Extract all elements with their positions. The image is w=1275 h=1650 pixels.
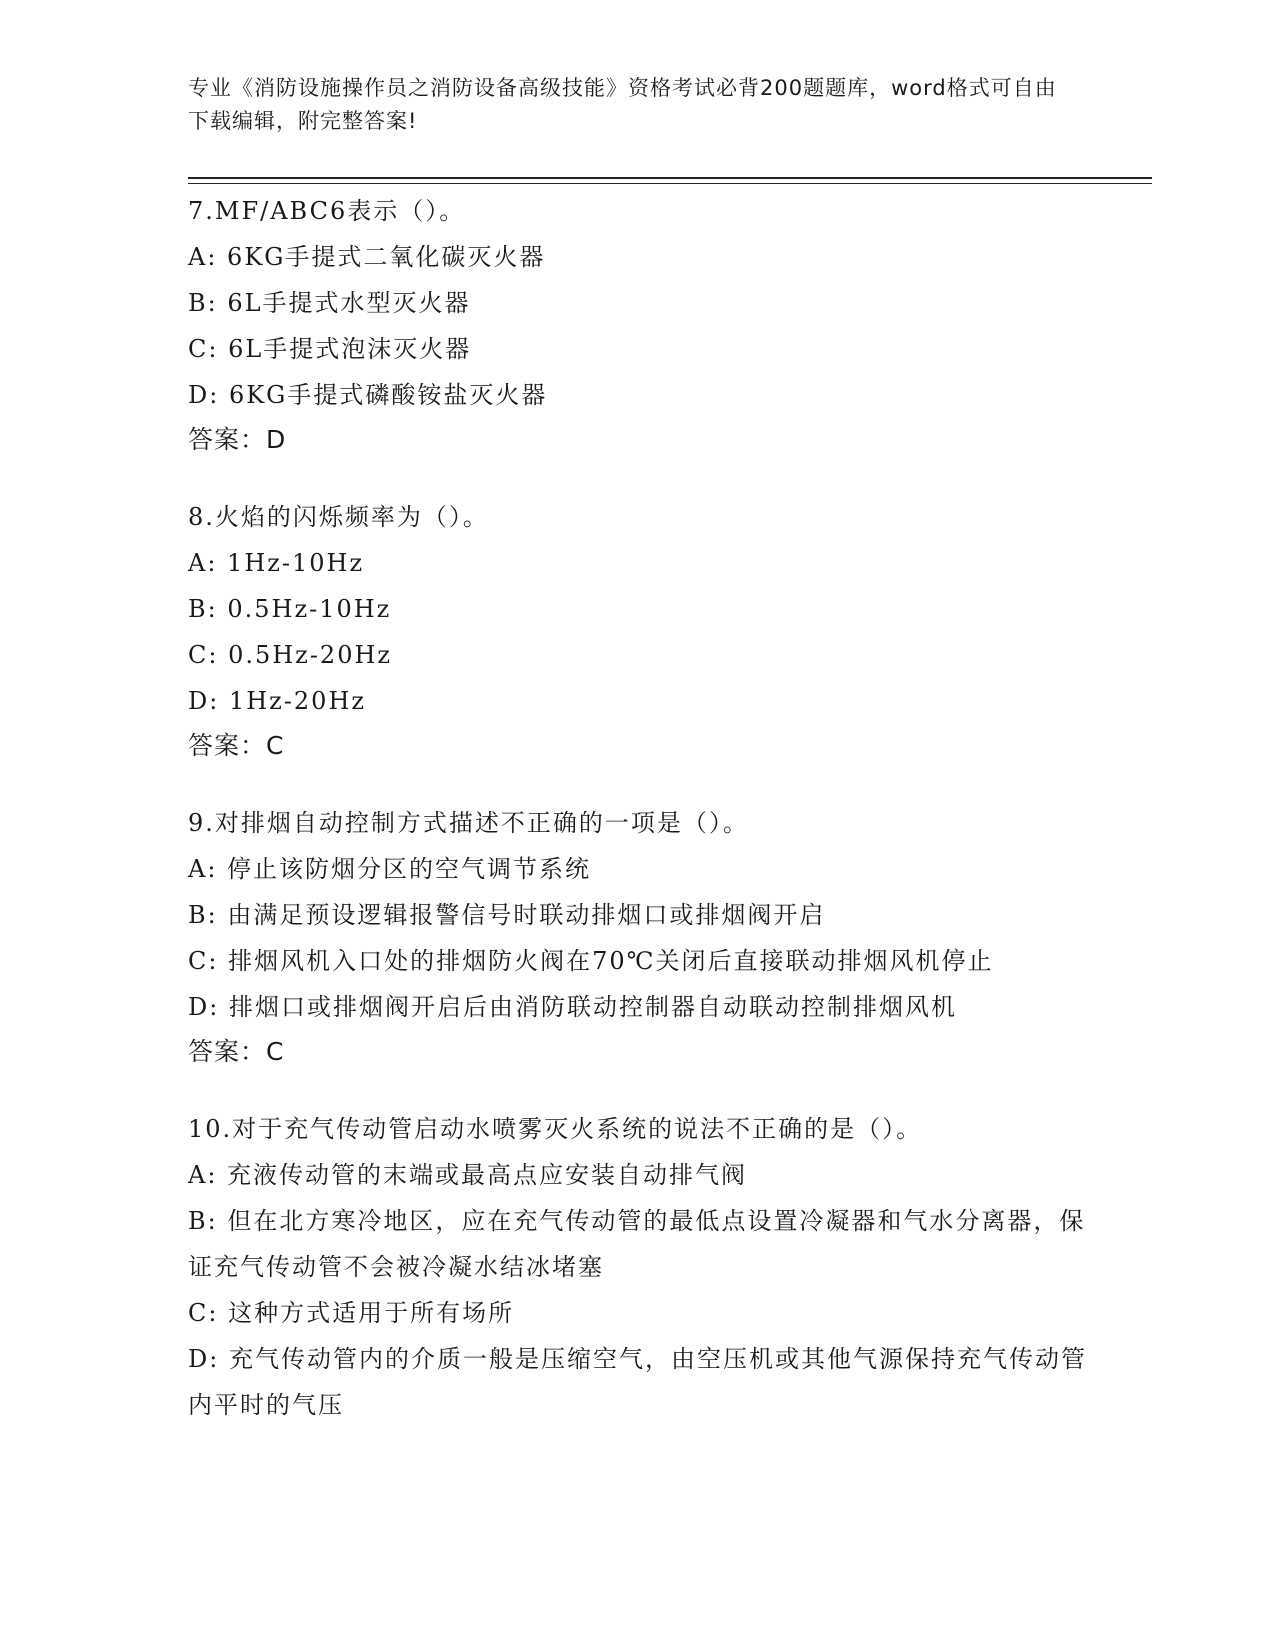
option-a: A: 充液传动管的末端或最高点应安装自动排气阀 [188, 1161, 748, 1189]
option-a: A: 1Hz-10Hz [188, 549, 365, 577]
question-stem: 10.对于充气传动管启动水喷雾灭火系统的说法不正确的是（）。 [188, 1115, 923, 1143]
header-divider-thick [188, 177, 1152, 179]
question-list [188, 188, 1088, 1460]
option-c: C: 6L手提式泡沫灭火器 [188, 335, 472, 363]
question-stem: 8.火焰的闪烁频率为（）。 [188, 503, 489, 531]
option-b: B: 6L手提式水型灭火器 [188, 289, 471, 317]
option-b: B: 0.5Hz-10Hz [188, 595, 392, 623]
question-stem: 7.MF/ABC6表示（）。 [188, 197, 466, 225]
option-c: C: 0.5Hz-20Hz [188, 641, 393, 669]
answer-line: 答案：D [188, 425, 287, 454]
answer-line: 答案：C [188, 731, 285, 760]
question-7 [188, 188, 1088, 462]
question-10 [188, 1106, 1088, 1428]
option-a: A: 6KG手提式二氧化碳灭火器 [188, 243, 546, 271]
option-c: C: 这种方式适用于所有场所 [188, 1299, 515, 1327]
option-d: D: 1Hz-20Hz [188, 687, 367, 715]
question-8 [188, 494, 1088, 768]
option-b: B: 由满足预设逻辑报警信号时联动排烟口或排烟阀开启 [188, 901, 826, 929]
option-b: B: 但在北方寒冷地区，应在充气传动管的最低点设置冷凝器和气水分离器，保证充气传动管不会被冷凝水结冰堵塞 [188, 1207, 1086, 1281]
document-header: 专业《消防设施操作员之消防设备高级技能》资格考试必背200题题库，word格式可自由下载编辑，附完整答案! [188, 76, 1057, 133]
question-9 [188, 800, 1088, 1074]
header-divider-thin [188, 183, 1152, 184]
question-stem: 9.对排烟自动控制方式描述不正确的一项是（）。 [188, 809, 749, 837]
option-d: D: 排烟口或排烟阀开启后由消防联动控制器自动联动控制排烟风机 [188, 993, 957, 1021]
option-d: D: 充气传动管内的介质一般是压缩空气，由空压机或其他气源保持充气传动管内平时的气压 [188, 1345, 1087, 1419]
option-a: A: 停止该防烟分区的空气调节系统 [188, 855, 592, 883]
answer-line: 答案：C [188, 1037, 285, 1066]
option-c: C: 排烟风机入口处的排烟防火阀在70℃关闭后直接联动排烟风机停止 [188, 947, 994, 975]
option-d: D: 6KG手提式磷酸铵盐灭火器 [188, 381, 548, 409]
